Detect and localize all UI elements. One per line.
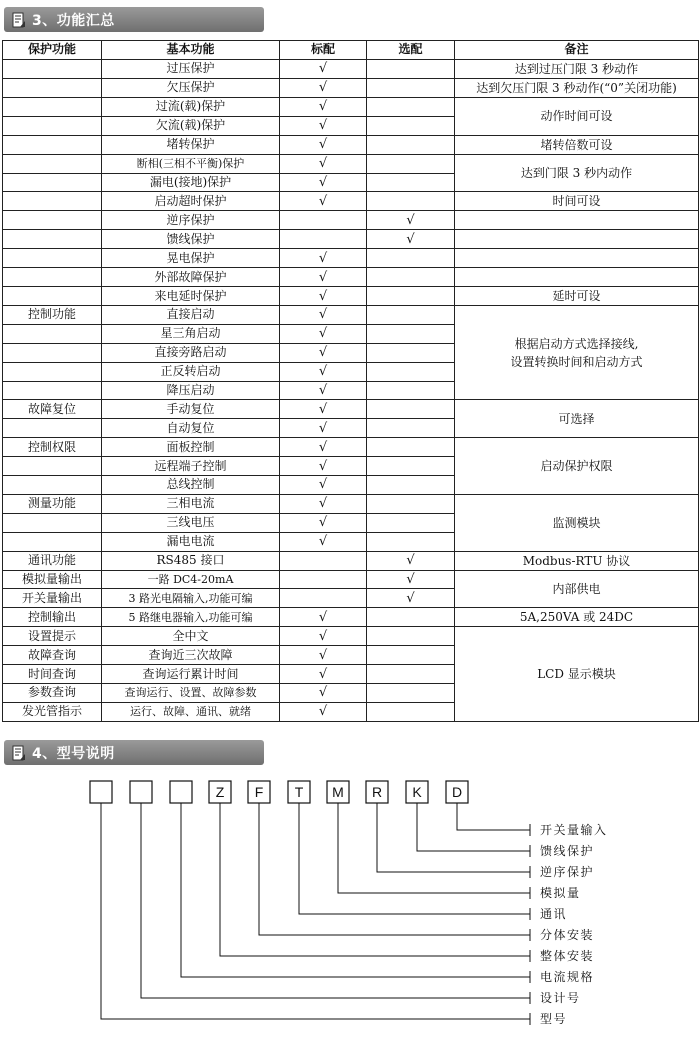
optional-cell	[367, 513, 455, 532]
function-cell: 自动复位	[102, 419, 280, 438]
model-code-box	[248, 781, 270, 803]
function-cell: 三相电流	[102, 494, 280, 513]
table-row	[3, 192, 699, 211]
table-row	[3, 268, 699, 287]
table-row	[3, 78, 699, 97]
function-cell: 正反转启动	[102, 362, 280, 381]
category-cell: 控制功能	[3, 306, 102, 325]
optional-cell	[367, 702, 455, 721]
standard-cell: √	[280, 476, 367, 495]
model-code-box	[209, 781, 231, 803]
standard-cell: √	[280, 684, 367, 703]
table-row	[3, 627, 699, 646]
document-icon	[12, 745, 26, 761]
model-code-box	[170, 781, 192, 803]
function-cell: 面板控制	[102, 438, 280, 457]
model-label: 开关量输入	[540, 823, 608, 837]
category-cell	[3, 59, 102, 78]
table-row	[3, 551, 699, 570]
standard-cell	[280, 589, 367, 608]
remark-cell: 5A,250VA 或 24DC	[455, 608, 699, 627]
category-cell: 开关量输出	[3, 589, 102, 608]
table-row	[3, 135, 699, 154]
optional-cell	[367, 646, 455, 665]
category-cell: 故障查询	[3, 646, 102, 665]
optional-cell: √	[367, 211, 455, 230]
category-cell: 控制输出	[3, 608, 102, 627]
function-cell: 直接启动	[102, 306, 280, 325]
optional-cell	[367, 419, 455, 438]
standard-cell: √	[280, 457, 367, 476]
standard-cell	[280, 230, 367, 249]
remark-cell	[455, 249, 699, 268]
category-cell: 设置提示	[3, 627, 102, 646]
table-row	[3, 59, 699, 78]
table-row	[3, 438, 699, 457]
table-header-row	[3, 41, 699, 60]
function-cell: 3 路光电隔输入,功能可编	[102, 589, 280, 608]
category-cell	[3, 381, 102, 400]
standard-cell	[280, 570, 367, 589]
standard-cell: √	[280, 324, 367, 343]
table-row	[3, 249, 699, 268]
function-cell: 查询运行累计时间	[102, 665, 280, 684]
model-label: 模拟量	[540, 886, 581, 900]
standard-cell: √	[280, 438, 367, 457]
category-cell	[3, 362, 102, 381]
model-label: 通讯	[540, 907, 568, 921]
remark-cell: 达到欠压门限 3 秒动作(“0”关闭功能)	[455, 78, 699, 97]
category-cell	[3, 343, 102, 362]
optional-cell	[367, 173, 455, 192]
optional-cell	[367, 343, 455, 362]
standard-cell	[280, 211, 367, 230]
function-cell: RS485 接口	[102, 551, 280, 570]
standard-cell: √	[280, 306, 367, 325]
optional-cell	[367, 287, 455, 306]
remark-cell	[455, 230, 699, 249]
function-cell: 漏电电流	[102, 532, 280, 551]
optional-cell	[367, 192, 455, 211]
section-3-title: 3、功能汇总	[32, 12, 115, 29]
standard-cell: √	[280, 173, 367, 192]
category-cell: 控制权限	[3, 438, 102, 457]
remark-cell: 可选择	[455, 400, 699, 438]
model-connector	[377, 803, 530, 878]
standard-cell: √	[280, 494, 367, 513]
model-label: 整体安装	[540, 949, 595, 963]
category-cell: 故障复位	[3, 400, 102, 419]
optional-cell	[367, 381, 455, 400]
header-remarks: 备注	[455, 41, 699, 60]
model-label: 馈线保护	[540, 844, 595, 858]
category-cell	[3, 287, 102, 306]
category-cell: 时间查询	[3, 665, 102, 684]
optional-cell	[367, 324, 455, 343]
svg-text:Z: Z	[215, 784, 225, 800]
category-cell	[3, 457, 102, 476]
standard-cell: √	[280, 665, 367, 684]
function-cell: 全中文	[102, 627, 280, 646]
standard-cell: √	[280, 419, 367, 438]
standard-cell: √	[280, 513, 367, 532]
document-icon	[12, 12, 26, 28]
standard-cell: √	[280, 116, 367, 135]
standard-cell	[280, 551, 367, 570]
optional-cell	[367, 306, 455, 325]
model-connector	[299, 803, 530, 920]
remark-cell: 时间可设	[455, 192, 699, 211]
remark-cell: 达到过压门限 3 秒动作	[455, 59, 699, 78]
standard-cell: √	[280, 627, 367, 646]
optional-cell	[367, 476, 455, 495]
optional-cell	[367, 154, 455, 173]
function-cell: 运行、故障、通讯、就绪	[102, 702, 280, 721]
category-cell	[3, 78, 102, 97]
remark-cell: 启动保护权限	[455, 438, 699, 495]
model-label: 电流规格	[540, 970, 595, 984]
category-cell: 发光管指示	[3, 702, 102, 721]
model-code-box	[288, 781, 310, 803]
remark-cell: 监测模块	[455, 494, 699, 551]
function-cell: 查询近三次故障	[102, 646, 280, 665]
remark-cell: Modbus-RTU 协议	[455, 551, 699, 570]
function-cell: 逆序保护	[102, 211, 280, 230]
table-row	[3, 211, 699, 230]
remark-cell: 堵转倍数可设	[455, 135, 699, 154]
function-cell: 降压启动	[102, 381, 280, 400]
section-4-header	[4, 740, 264, 765]
remark-cell	[455, 268, 699, 287]
table-row	[3, 230, 699, 249]
category-cell: 测量功能	[3, 494, 102, 513]
table-row	[3, 287, 699, 306]
model-label: 设计号	[540, 991, 581, 1005]
function-summary-table	[2, 40, 699, 722]
category-cell	[3, 211, 102, 230]
model-code-box	[406, 781, 428, 803]
standard-cell: √	[280, 78, 367, 97]
standard-cell: √	[280, 702, 367, 721]
function-cell: 查询运行、设置、故障参数	[102, 684, 280, 703]
optional-cell	[367, 249, 455, 268]
remark-cell: 达到门限 3 秒内动作	[455, 154, 699, 192]
function-cell: 欠压保护	[102, 78, 280, 97]
remark-cell	[455, 211, 699, 230]
category-cell: 通讯功能	[3, 551, 102, 570]
category-cell	[3, 135, 102, 154]
category-cell	[3, 192, 102, 211]
function-cell: 启动超时保护	[102, 192, 280, 211]
function-cell: 馈线保护	[102, 230, 280, 249]
function-cell: 欠流(载)保护	[102, 116, 280, 135]
table-row	[3, 306, 699, 325]
standard-cell: √	[280, 268, 367, 287]
section-4-title: 4、型号说明	[32, 745, 115, 762]
svg-text:F: F	[254, 784, 264, 800]
function-cell: 三线电压	[102, 513, 280, 532]
section-3-header	[4, 7, 264, 32]
svg-text:R: R	[371, 784, 383, 800]
model-code-box	[327, 781, 349, 803]
optional-cell	[367, 362, 455, 381]
model-label: 型号	[540, 1012, 568, 1026]
svg-text:M: M	[332, 784, 344, 800]
function-cell: 一路 DC4-20mA	[102, 570, 280, 589]
header-optional: 选配	[367, 41, 455, 60]
svg-text:D: D	[451, 784, 463, 800]
optional-cell	[367, 665, 455, 684]
category-cell	[3, 230, 102, 249]
model-connector	[220, 803, 530, 962]
optional-cell	[367, 684, 455, 703]
optional-cell	[367, 627, 455, 646]
table-row	[3, 154, 699, 173]
category-cell	[3, 476, 102, 495]
table-row	[3, 494, 699, 513]
function-cell: 5 路继电器输入,功能可编	[102, 608, 280, 627]
standard-cell: √	[280, 135, 367, 154]
function-cell: 总线控制	[102, 476, 280, 495]
svg-text:K: K	[412, 784, 422, 800]
model-number-diagram	[0, 770, 700, 1038]
function-cell: 来电延时保护	[102, 287, 280, 306]
optional-cell	[367, 494, 455, 513]
table-row	[3, 608, 699, 627]
optional-cell	[367, 135, 455, 154]
model-label: 逆序保护	[540, 865, 595, 879]
function-cell: 过流(载)保护	[102, 97, 280, 116]
category-cell	[3, 173, 102, 192]
category-cell	[3, 249, 102, 268]
optional-cell: √	[367, 551, 455, 570]
model-code-box	[90, 781, 112, 803]
model-label: 分体安装	[540, 928, 595, 942]
function-cell: 手动复位	[102, 400, 280, 419]
optional-cell	[367, 457, 455, 476]
model-connector	[141, 803, 530, 1004]
optional-cell: √	[367, 589, 455, 608]
function-cell: 堵转保护	[102, 135, 280, 154]
function-cell: 漏电(接地)保护	[102, 173, 280, 192]
table-row	[3, 570, 699, 589]
svg-text:T: T	[294, 784, 304, 800]
remark-cell: LCD 显示模块	[455, 627, 699, 721]
header-standard: 标配	[280, 41, 367, 60]
category-cell	[3, 97, 102, 116]
standard-cell: √	[280, 287, 367, 306]
optional-cell	[367, 116, 455, 135]
function-cell: 过压保护	[102, 59, 280, 78]
optional-cell	[367, 59, 455, 78]
optional-cell: √	[367, 570, 455, 589]
optional-cell	[367, 400, 455, 419]
model-code-box	[366, 781, 388, 803]
model-connector	[457, 803, 530, 836]
table-row	[3, 400, 699, 419]
remark-cell: 延时可设	[455, 287, 699, 306]
standard-cell: √	[280, 192, 367, 211]
optional-cell	[367, 608, 455, 627]
remark-cell: 动作时间可设	[455, 97, 699, 135]
standard-cell: √	[280, 249, 367, 268]
function-cell: 星三角启动	[102, 324, 280, 343]
standard-cell: √	[280, 646, 367, 665]
optional-cell	[367, 268, 455, 287]
function-cell: 直接旁路启动	[102, 343, 280, 362]
header-protection-function: 保护功能	[3, 41, 102, 60]
standard-cell: √	[280, 97, 367, 116]
optional-cell	[367, 438, 455, 457]
standard-cell: √	[280, 362, 367, 381]
header-basic-function: 基本功能	[102, 41, 280, 60]
function-cell: 外部故障保护	[102, 268, 280, 287]
remark-cell: 内部供电	[455, 570, 699, 608]
function-cell: 断相(三相不平衡)保护	[102, 154, 280, 173]
category-cell	[3, 324, 102, 343]
category-cell	[3, 116, 102, 135]
standard-cell: √	[280, 154, 367, 173]
optional-cell	[367, 97, 455, 116]
model-code-box	[446, 781, 468, 803]
model-code-box	[130, 781, 152, 803]
category-cell	[3, 419, 102, 438]
function-cell: 远程端子控制	[102, 457, 280, 476]
standard-cell: √	[280, 381, 367, 400]
optional-cell: √	[367, 230, 455, 249]
category-cell	[3, 513, 102, 532]
category-cell: 模拟量输出	[3, 570, 102, 589]
standard-cell: √	[280, 532, 367, 551]
optional-cell	[367, 532, 455, 551]
standard-cell: √	[280, 608, 367, 627]
table-body	[3, 59, 699, 721]
category-cell	[3, 532, 102, 551]
table-row	[3, 97, 699, 116]
category-cell	[3, 268, 102, 287]
standard-cell: √	[280, 343, 367, 362]
remark-cell: 根据启动方式选择接线, 设置转换时间和启动方式	[455, 306, 699, 400]
function-cell: 晃电保护	[102, 249, 280, 268]
standard-cell: √	[280, 59, 367, 78]
category-cell: 参数查询	[3, 684, 102, 703]
standard-cell: √	[280, 400, 367, 419]
category-cell	[3, 154, 102, 173]
optional-cell	[367, 78, 455, 97]
